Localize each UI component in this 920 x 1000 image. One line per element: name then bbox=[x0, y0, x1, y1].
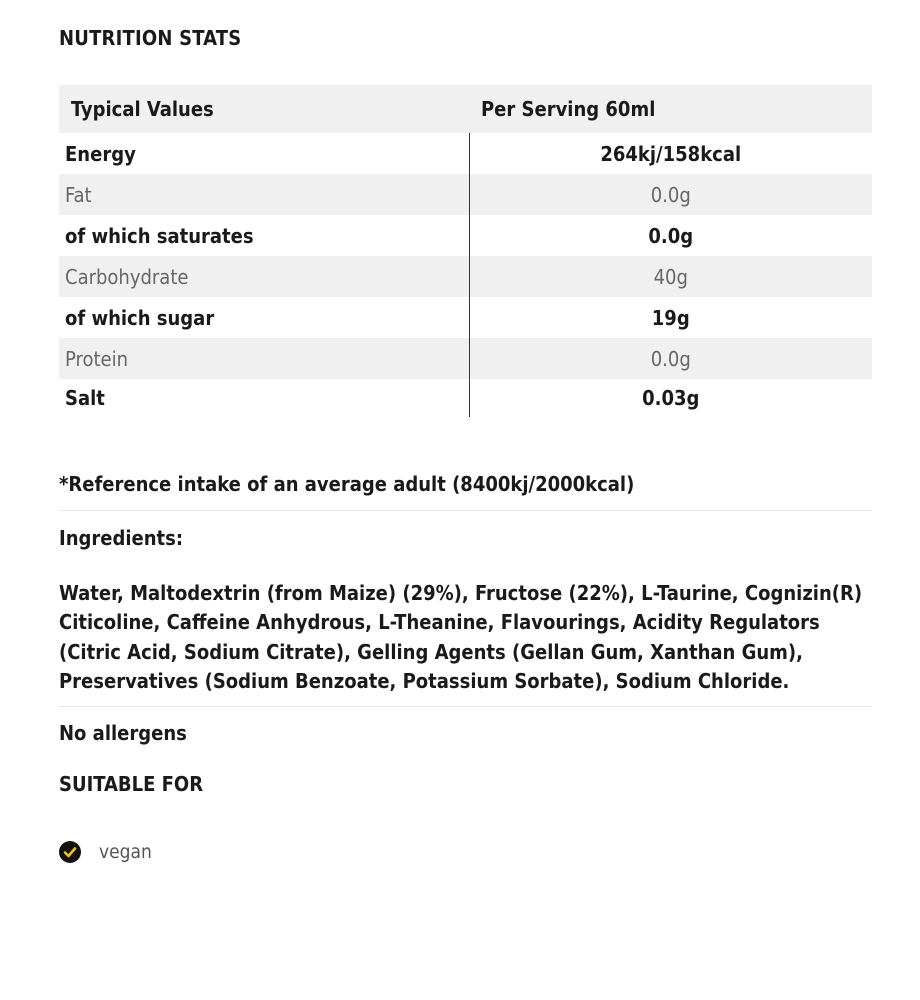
header-per-serving: Per Serving 60ml bbox=[469, 85, 872, 133]
divider bbox=[59, 510, 872, 511]
table-row bbox=[59, 174, 872, 215]
nutrient-value: 0.0g bbox=[469, 215, 872, 256]
nutrient-value: 264kj/158kcal bbox=[469, 133, 872, 174]
nutrient-name: of which sugar bbox=[59, 297, 469, 338]
nutrient-name: of which saturates bbox=[59, 215, 469, 256]
nutrient-name: Carbohydrate bbox=[59, 256, 469, 297]
nutrient-name: Energy bbox=[59, 133, 469, 174]
nutrient-name: Protein bbox=[59, 338, 469, 379]
reference-intake-note: *Reference intake of an average adult (8400kj/2000kcal) bbox=[59, 472, 635, 496]
suitable-item-label: vegan bbox=[99, 841, 152, 863]
nutrition-title: NUTRITION STATS bbox=[59, 26, 242, 50]
nutrient-name: Fat bbox=[59, 174, 469, 215]
check-circle-icon bbox=[59, 841, 81, 863]
ingredients-text: Water, Maltodextrin (from Maize) (29%), Fructose (22%), L-Taurine, Cognizin(R) Citicoline, Caffeine Anhydrous, L-Theanine, Flavourings, Acidity Regulators (Citric Acid, Sodium Citrate), Gelling Agents (Gellan Gum, Xanthan Gum), Preservatives (Sodium Benzoate, Potassium Sorbate), Sodium Chloride. bbox=[59, 581, 863, 693]
allergens-note: No allergens bbox=[59, 721, 187, 745]
nutrient-value: 0.03g bbox=[469, 379, 872, 417]
nutrient-value: 0.0g bbox=[469, 174, 872, 215]
ingredients-label: Ingredients: bbox=[59, 526, 184, 550]
table-row bbox=[59, 297, 872, 338]
table-row bbox=[59, 338, 872, 379]
nutrient-name: Salt bbox=[59, 379, 469, 417]
nutrition-table bbox=[59, 85, 872, 417]
header-typical-values: Typical Values bbox=[59, 85, 469, 133]
suitable-for-title: SUITABLE FOR bbox=[59, 772, 204, 796]
nutrient-value: 0.0g bbox=[469, 338, 872, 379]
divider bbox=[59, 706, 872, 707]
nutrient-value: 40g bbox=[469, 256, 872, 297]
table-row bbox=[59, 133, 872, 174]
suitable-item-vegan bbox=[59, 840, 152, 864]
nutrient-value: 19g bbox=[469, 297, 872, 338]
table-header-row bbox=[59, 85, 872, 133]
table-row bbox=[59, 379, 872, 417]
table-row bbox=[59, 256, 872, 297]
table-row bbox=[59, 215, 872, 256]
